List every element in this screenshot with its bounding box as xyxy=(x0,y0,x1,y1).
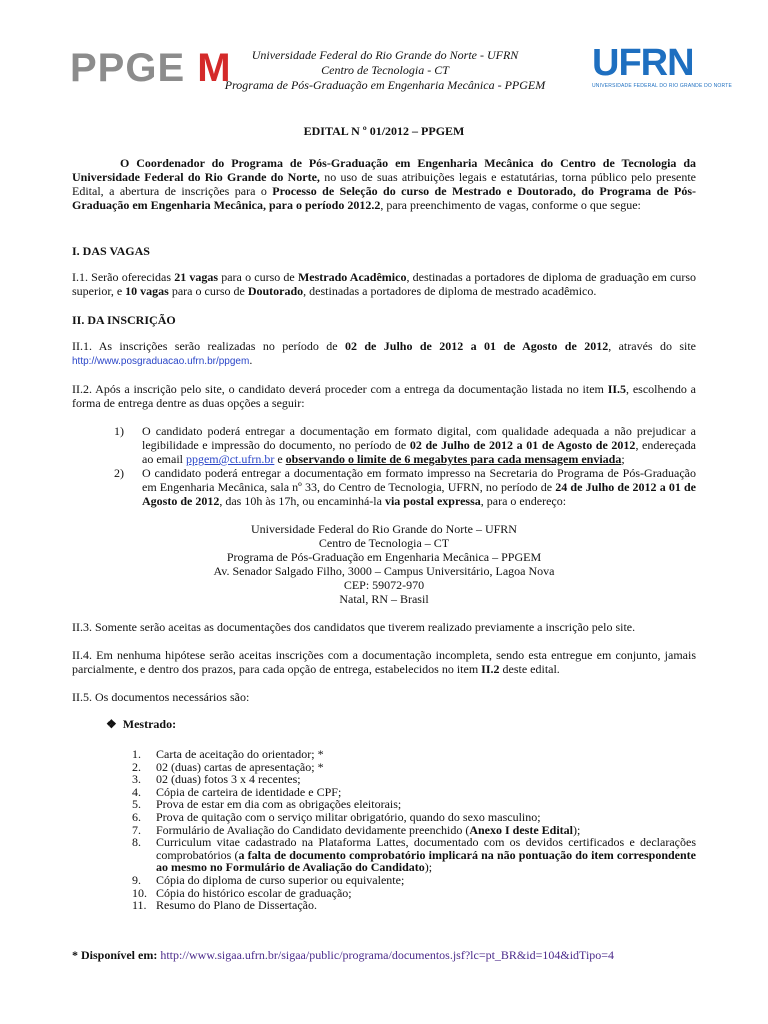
ii1-text-2: , através do site xyxy=(608,339,696,353)
list-item-number: 2. xyxy=(132,759,141,774)
mestrado-label: Mestrado: xyxy=(122,717,177,731)
ufrn-logo-subtitle: UNIVERSIDADE FEDERAL DO RIO GRANDE DO NORTE xyxy=(592,83,733,89)
documents-list xyxy=(72,748,696,912)
o1-text-1: O candidato poderá entregar a documentação em formato digital, com qualidade adequada a não prejudicar a legibilidade e impressão do documento, no período de xyxy=(142,424,696,452)
list-item-number: 9. xyxy=(132,872,141,887)
email-link[interactable]: ppgem@ct.ufrn.br xyxy=(185,452,275,466)
ufrn-logo-text: UFRN xyxy=(592,42,694,84)
sigaa-documents-link[interactable]: http://www.sigaa.ufrn.br/sigaa/public/programa/documentos.jsf?lc=pt_BR&id=104&idTipo=4 xyxy=(160,948,615,962)
item-ii-5: II.5. Os documentos necessários são: xyxy=(72,690,250,704)
o2-text-2: , das 10h às 17h, ou encaminhá-la xyxy=(219,494,385,508)
list-item xyxy=(72,899,696,912)
d8-warning: a falta de documento comprobatório implicará na não pontuação do item correspondente ao mesmo no Formulário de Avaliação do Candidato xyxy=(156,847,697,875)
s1-bold-3: 10 vagas xyxy=(125,284,169,298)
address-line-5: CEP: 59072-970 xyxy=(343,578,425,592)
document-title: EDITAL N º 01/2012 – PPGEM xyxy=(303,124,465,138)
intro-paragraph xyxy=(72,156,696,212)
d7-text-2: ); xyxy=(573,822,581,837)
footnote-label: * Disponível em: xyxy=(72,948,158,962)
list-item-number: 1. xyxy=(132,747,141,761)
list-item-text: Cópia do diploma de curso superior ou equivalente; xyxy=(156,872,405,887)
list-item-number: 5. xyxy=(132,797,141,812)
list-item-number: 8. xyxy=(132,835,141,850)
list-item-text: Cópia do histórico escolar de graduação; xyxy=(156,885,352,900)
institution-header xyxy=(220,48,550,93)
header-line-2: Centro de Tecnologia - CT xyxy=(321,63,449,77)
item-ii-4 xyxy=(72,648,696,676)
d7-text-1: Formulário de Avaliação do Candidato devidamente preenchido ( xyxy=(156,822,470,837)
delivery-options xyxy=(72,424,696,508)
o1-size-limit: observando o limite de 6 megabytes para cada mensagem enviada xyxy=(285,452,622,466)
o2-text-1: O candidato poderá entregar a documentação em formato impresso na Secretaria do Programa de Pós-Graduação em Engenharia Mecânica, sala nº 33, do Centro de Tecnologia, UFRN, no período de xyxy=(142,466,696,494)
intro-text-1: no uso de suas atribuições legais e estatutárias, torna público pelo presente Edital, a abertura de inscrições para o xyxy=(72,170,696,198)
list-item-number: 6. xyxy=(132,809,141,824)
ii2-text-1: II.2. Após a inscrição pelo site, o candidato deverá proceder com a entrega da documentação listada no item xyxy=(72,382,608,396)
footnote xyxy=(72,948,696,962)
item-ii-2 xyxy=(72,382,696,410)
s1-text-4: para o curso de xyxy=(168,284,248,298)
list-item-text: 02 (duas) cartas de apresentação; * xyxy=(156,759,324,774)
ufrn-logo xyxy=(592,42,733,92)
s1-text-5: , destinadas a portadores de diploma de mestrado acadêmico. xyxy=(303,284,597,298)
address-line-4: Av. Senador Salgado Filho, 3000 – Campus Universitário, Lagoa Nova xyxy=(213,564,555,578)
s1-bold-4: Doutorado xyxy=(247,284,304,298)
o2-text-3: , para o endereço: xyxy=(480,494,567,508)
ii2-bold: II.5 xyxy=(607,382,627,396)
item-ii-1 xyxy=(72,339,696,369)
intro-bold-1: O Coordenador do Programa de Pós-Graduação em Engenharia Mecânica do Centro de Tecnologia da Universidade Federal do Rio Grande do Norte, xyxy=(72,156,696,184)
s1-bold-2: Mestrado Acadêmico xyxy=(297,270,407,284)
address-line-3: Programa de Pós-Graduação em Engenharia Mecânica – PPGEM xyxy=(226,550,542,564)
list-item-number: 11. xyxy=(132,898,147,913)
ii1-period: 02 de Julho de 2012 a 01 de Agosto de 2012 xyxy=(345,339,609,353)
ppgem-logo-accent: M xyxy=(197,46,232,90)
list-item-number: 7. xyxy=(132,822,141,837)
section-1-paragraph xyxy=(72,270,696,298)
item-ii-3: II.3. Somente serão aceitas as documentações dos candidatos que tiverem realizado previamente a inscrição pelo site. xyxy=(72,620,636,634)
d7-annex: Anexo I deste Edital xyxy=(469,822,574,837)
o1-text-2: , endereçada ao email xyxy=(142,438,697,466)
list-item-number: 3. xyxy=(132,772,141,787)
ii4-bold: II.2 xyxy=(481,662,500,676)
intro-bold-2: Processo de Seleção do curso de Mestrado e Doutorado, do Programa de Pós-Graduação em Engenharia Mecânica, para o período 2012.2 xyxy=(72,184,697,212)
option-digital xyxy=(72,424,696,466)
s1-text-1: I.1. Serão oferecidas xyxy=(72,270,175,284)
ii4-text-2: deste edital. xyxy=(499,662,560,676)
list-item-text: Carta de aceitação do orientador; * xyxy=(156,747,324,761)
ppgem-site-link[interactable]: http://www.posgraduacao.ufrn.br/ppgem xyxy=(72,356,250,367)
s1-text-3: , destinadas a portadores de diploma de graduação em curso superior, e xyxy=(72,270,697,298)
diamond-bullet-icon: ❖ xyxy=(106,717,117,731)
s1-text-2: para o curso de xyxy=(218,270,298,284)
address-line-1: Universidade Federal do Rio Grande do Norte – UFRN xyxy=(251,522,517,536)
address-line-6: Natal, RN – Brasil xyxy=(339,592,429,606)
o1-text-4: ; xyxy=(621,452,625,466)
option-2-number: 2) xyxy=(114,466,124,480)
mestrado-heading xyxy=(72,717,730,731)
postal-address xyxy=(72,522,696,606)
list-item-text: Cópia de carteira de identidade e CPF; xyxy=(156,784,342,799)
ii1-text-1: II.1. As inscrições serão realizadas no período de xyxy=(72,339,345,353)
list-item-text: Prova de estar em dia com as obrigações eleitorais; xyxy=(156,797,402,812)
section-2-heading: II. DA INSCRIÇÃO xyxy=(72,313,176,327)
list-item-text: 02 (duas) fotos 3 x 4 recentes; xyxy=(156,772,301,787)
option-1-number: 1) xyxy=(114,424,124,438)
section-1-heading: I. DAS VAGAS xyxy=(72,244,150,258)
header-line-3: Programa de Pós-Graduação em Engenharia Mecânica - PPGEM xyxy=(224,78,546,92)
list-item xyxy=(72,836,696,874)
list-item-text: Prova de quitação com o serviço militar obrigatório, quando do sexo masculino; xyxy=(156,809,541,824)
o2-period: 24 de Julho de 2012 a 01 de Agosto de 2012 xyxy=(142,480,696,508)
ppgem-logo xyxy=(70,48,232,88)
o2-post: via postal expressa xyxy=(384,494,481,508)
s1-bold-1: 21 vagas xyxy=(174,270,219,284)
list-item-number: 10. xyxy=(132,885,147,900)
list-item-text: Resumo do Plano de Dissertação. xyxy=(156,898,317,913)
list-item-number: 4. xyxy=(132,784,141,799)
o1-text-3: e xyxy=(274,452,286,466)
ii4-text-1: II.4. Em nenhuma hipótese serão aceitas inscrições com a documentação incompleta, sendo esta entregue em conjunto, jamais parcialmente, e dentro dos prazos, para cada opção de entrega, estabelecidos no item xyxy=(72,648,696,676)
address-line-2: Centro de Tecnologia – CT xyxy=(318,536,450,550)
ii2-text-2: , escolhendo a forma de entrega dentre as duas opções a seguir: xyxy=(72,382,696,410)
header-line-1: Universidade Federal do Rio Grande do Norte - UFRN xyxy=(251,48,519,62)
d8-text-1: Curriculum vitae cadastrado na Plataforma Lattes, documentado com os devidos certificados e declarações comprobatórios ( xyxy=(156,835,696,862)
intro-text-2: , para preenchimento de vagas, conforme o que segue: xyxy=(380,198,641,212)
ii1-text-3: . xyxy=(249,353,253,367)
d8-text-2: ); xyxy=(424,860,433,875)
o1-period: 02 de Julho de 2012 a 01 de Agosto de 2012 xyxy=(409,438,636,452)
option-print xyxy=(72,466,696,508)
ppgem-logo-text: PPGE xyxy=(70,46,186,90)
